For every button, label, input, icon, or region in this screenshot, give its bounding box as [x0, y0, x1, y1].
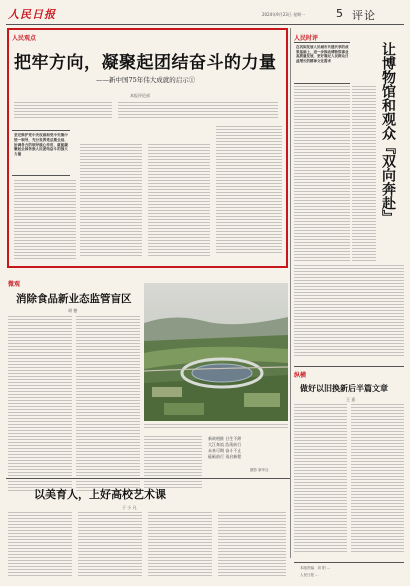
footer-line-1: 本版责编：刘 阳 ...	[300, 566, 331, 570]
shiping-body-a	[294, 86, 350, 263]
photo-sidebar-line-3: 未来可期 奋斗不止	[208, 448, 242, 453]
featured-body-col4	[216, 126, 282, 255]
bottom-body-col1	[8, 512, 72, 578]
masthead-logo: 人民日报	[8, 8, 56, 21]
weiguan-body-col1	[8, 316, 72, 493]
bottom-body-col4	[218, 512, 286, 578]
column-label-renmin-guandian: 人民观点	[12, 35, 37, 42]
weiguan-byline: 胡 德	[68, 308, 78, 313]
weiguan-headline: 消除食品新业态监管盲区	[16, 293, 132, 305]
featured-intro-left	[14, 102, 112, 120]
bottom-body-col3	[148, 512, 212, 578]
shiping-quote: 在巩固发展人民城市共建共享的成果基础上，进一步推动博物馆事业高质量发展，更好满足人民群众日益增长的精神文化需求	[296, 45, 349, 63]
featured-subheadline: ——新中国75年伟大成就的启示①	[96, 76, 196, 84]
column-label-weiguan: 微观	[8, 281, 21, 288]
zongheng-headline: 做好以旧换新后半篇文章	[300, 384, 388, 393]
weiguan-body-col2	[76, 316, 140, 493]
footer-line-2: 人民日报 ...	[300, 573, 319, 577]
shiping-body-b	[294, 265, 404, 358]
bottom-divider	[6, 478, 290, 479]
shiping-headline-vertical: 让博物馆和观众『双向奔赴』	[380, 42, 396, 224]
photo-sidebar-line-2: 大江奔流 浩荡前行	[208, 442, 242, 447]
section-title: 评论	[352, 9, 376, 22]
masthead-date: 2024年9月23日 星期一	[262, 12, 306, 17]
photo-aerial-landscape	[144, 283, 288, 421]
footer-rule	[294, 562, 404, 563]
right-mid-divider	[294, 366, 404, 367]
weiguan-body-col3	[144, 436, 202, 490]
zongheng-byline: 王 嘉	[346, 397, 356, 402]
zongheng-body-col1	[294, 404, 347, 554]
photo-caption-lines	[144, 424, 288, 430]
featured-body-col2	[80, 144, 142, 258]
masthead-rule	[6, 24, 404, 25]
bottom-headline: 以美育人，上好高校艺术课	[34, 488, 166, 501]
column-label-renmin-shiping: 人民时评	[294, 35, 319, 42]
featured-intro-text	[118, 102, 278, 120]
photo-sidebar-line-4: 砥砺前行 再启新程	[208, 454, 242, 459]
news-photo	[144, 283, 288, 421]
featured-pullquote: 坚定维护党中央权威和党中央集中统一领导，充分发挥党总揽全局、协调各方的领导核心作用，就能凝聚起全国各族人民团结奋斗的强大力量	[14, 133, 68, 157]
featured-body-col3	[148, 144, 210, 258]
zongheng-body-col2	[351, 404, 404, 554]
bottom-body-col2	[78, 512, 142, 578]
bottom-byline: 于 小 凡	[122, 505, 137, 510]
photo-credit: 摄影 新华社	[250, 468, 269, 472]
photo-sidebar-box	[208, 436, 286, 474]
column-divider	[290, 28, 291, 558]
column-label-zongheng: 纵横	[294, 372, 307, 379]
shiping-body-c	[352, 86, 376, 263]
page-number: 5	[336, 7, 343, 20]
featured-headline: 把牢方向，凝聚起团结奋斗的力量	[14, 53, 277, 73]
featured-byline: 本报评论部	[130, 93, 150, 98]
featured-body-col1	[14, 180, 76, 261]
photo-sidebar-line-1: 新故相推 日生不滞	[208, 436, 242, 441]
